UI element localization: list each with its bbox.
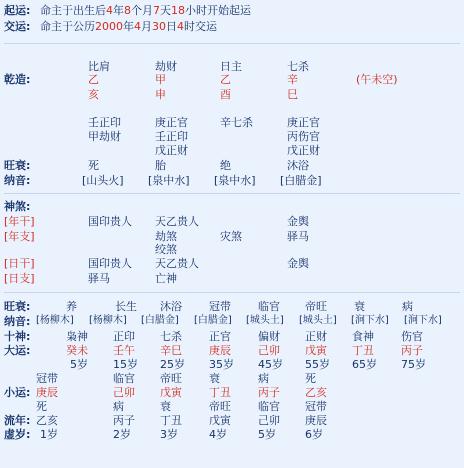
dayun-nayin: [涧下水] bbox=[404, 315, 442, 326]
dayun-pillar: 庚辰 bbox=[209, 344, 231, 357]
pillar-day-branch: 酉 bbox=[220, 88, 231, 101]
jiaoyun-day: 30 bbox=[152, 20, 166, 33]
dayun-age: 55岁 bbox=[305, 358, 330, 371]
liunian-pillar: 乙亥 bbox=[36, 414, 58, 427]
pillar-month-shishen: 劫财 bbox=[155, 60, 177, 73]
xiaoyun-ws: 帝旺 bbox=[160, 372, 182, 385]
dayun-shishen: 正印 bbox=[113, 330, 135, 343]
qiyun-part: 天 bbox=[160, 4, 171, 17]
shensha-item: 金舆 bbox=[287, 215, 309, 228]
shensha-item: 灾煞 bbox=[220, 230, 242, 243]
xusui-age: 4岁 bbox=[209, 428, 227, 441]
xiaoyun-ws: 临官 bbox=[258, 400, 280, 413]
xiaoyun-ws: 病 bbox=[113, 400, 124, 413]
dayun-pillar: 丙子 bbox=[401, 344, 423, 357]
qiyun-label: 起运: bbox=[4, 4, 31, 17]
hidden-stem: 戊正财 bbox=[287, 144, 320, 157]
xiaoyun-ws: 衰 bbox=[209, 372, 220, 385]
dayun-nayin: [城头土] bbox=[246, 315, 284, 326]
pillar-month-stem: 甲 bbox=[155, 73, 166, 86]
xiaoyun-ws: 病 bbox=[258, 372, 269, 385]
jiaoyun-label: 交运: bbox=[4, 20, 31, 33]
hidden-stem: 壬正印 bbox=[88, 116, 121, 129]
dayun-nayin: [杨柳木] bbox=[36, 315, 74, 326]
xusui-age: 2岁 bbox=[113, 428, 131, 441]
dayun-wangshuai: 帝旺 bbox=[305, 300, 327, 313]
dayun-shishen: 偏财 bbox=[258, 330, 280, 343]
dayun-shishen: 七杀 bbox=[160, 330, 182, 343]
qianzao-label: 乾造: bbox=[4, 73, 31, 86]
xusui-label: 虚岁: bbox=[4, 428, 31, 441]
shensha-tag: [年干] bbox=[4, 215, 35, 228]
xiaoyun-ws: 死 bbox=[36, 400, 47, 413]
dayun-wangshuai: 长生 bbox=[115, 300, 137, 313]
dayun-age: 75岁 bbox=[401, 358, 426, 371]
shensha-item: 绞煞 bbox=[155, 243, 177, 256]
liunian-pillar: 己卯 bbox=[258, 414, 280, 427]
dayun-pillar: 辛巳 bbox=[160, 344, 182, 357]
hidden-stem: 甲劫财 bbox=[88, 130, 121, 143]
dayun-shishen: 食神 bbox=[352, 330, 374, 343]
wangshuai-value: 死 bbox=[88, 159, 99, 172]
liunian-pillar: 戊寅 bbox=[209, 414, 231, 427]
dayun-shishen: 正财 bbox=[305, 330, 327, 343]
jiaoyun-year: 2000 bbox=[95, 20, 123, 33]
wangshuai-value: 胎 bbox=[155, 159, 166, 172]
xiaoyun-ws: 临官 bbox=[113, 372, 135, 385]
dayun-age: 35岁 bbox=[209, 358, 234, 371]
dayun-label: 大运: bbox=[4, 344, 31, 357]
dayun-nayin: [城头土] bbox=[299, 315, 337, 326]
qiyun-days: 7 bbox=[153, 4, 160, 17]
xiaoyun-ws: 冠带 bbox=[305, 400, 327, 413]
dayun-wangshuai: 沐浴 bbox=[160, 300, 182, 313]
xiaoyun-pillar: 庚辰 bbox=[36, 386, 58, 399]
dayun-shishen: 正官 bbox=[209, 330, 231, 343]
pillar-year-branch: 亥 bbox=[88, 88, 99, 101]
xusui-age: 3岁 bbox=[160, 428, 178, 441]
xiaoyun-ws: 冠带 bbox=[36, 372, 58, 385]
kongwang: (午未空) bbox=[356, 73, 398, 86]
xiaoyun-pillar: 己卯 bbox=[113, 386, 135, 399]
xiaoyun-pillar: 丙子 bbox=[258, 386, 280, 399]
nayin-value: [泉中水] bbox=[214, 174, 256, 187]
dayun-pillar: 戊寅 bbox=[305, 344, 327, 357]
pillar-year-stem: 乙 bbox=[88, 73, 99, 86]
dayun-wangshuai: 养 bbox=[66, 300, 77, 313]
wangshuai-value: 绝 bbox=[220, 159, 231, 172]
xiaoyun-label: 小运: bbox=[4, 386, 31, 399]
shensha-tag: [日支] bbox=[4, 272, 35, 285]
dayun-wangshuai: 衰 bbox=[354, 300, 365, 313]
shensha-tag: [日干] bbox=[4, 257, 35, 270]
dayun-shishen-label: 十神: bbox=[4, 330, 31, 343]
qiyun-hours: 18 bbox=[171, 4, 185, 17]
jiaoyun-month: 4 bbox=[134, 20, 141, 33]
shensha-tag: [年支] bbox=[4, 230, 35, 243]
nayin-value: [白腊金] bbox=[280, 174, 322, 187]
nayin-label: 纳音: bbox=[4, 174, 31, 187]
divider bbox=[4, 193, 460, 194]
dayun-wangshuai-label: 旺衰: bbox=[4, 300, 31, 313]
qiyun-part: 小时开始起运 bbox=[185, 4, 251, 17]
shensha-item: 金舆 bbox=[287, 257, 309, 270]
liunian-pillar: 丙子 bbox=[113, 414, 135, 427]
hidden-stem: 戊正财 bbox=[155, 144, 188, 157]
dayun-nayin: [涧下水] bbox=[351, 315, 389, 326]
jiaoyun-part: 月 bbox=[141, 20, 152, 33]
dayun-age: 15岁 bbox=[113, 358, 138, 371]
dayun-shishen: 伤官 bbox=[401, 330, 423, 343]
dayun-age: 65岁 bbox=[352, 358, 377, 371]
nayin-value: [山头火] bbox=[82, 174, 124, 187]
jiaoyun-part: 年 bbox=[123, 20, 134, 33]
qiyun-months: 8 bbox=[124, 4, 131, 17]
shensha-item: 天乙贵人 bbox=[155, 215, 199, 228]
liunian-pillar: 庚辰 bbox=[305, 414, 327, 427]
liunian-pillar: 丁丑 bbox=[160, 414, 182, 427]
pillar-day-shishen: 日主 bbox=[220, 60, 242, 73]
hidden-stem: 丙伤官 bbox=[287, 130, 320, 143]
shensha-item: 劫煞 bbox=[155, 230, 177, 243]
qiyun-part: 年 bbox=[113, 4, 124, 17]
dayun-shishen: 枭神 bbox=[66, 330, 88, 343]
pillar-day-stem: 乙 bbox=[220, 73, 231, 86]
jiaoyun-part: 命主于公历 bbox=[40, 20, 95, 33]
pillar-hour-branch: 巳 bbox=[287, 88, 298, 101]
xusui-age: 5岁 bbox=[258, 428, 276, 441]
qiyun-years: 4 bbox=[106, 4, 113, 17]
xusui-age: 6岁 bbox=[305, 428, 323, 441]
pillar-month-branch: 申 bbox=[155, 88, 166, 101]
divider bbox=[4, 43, 460, 44]
jiaoyun-text bbox=[40, 21, 217, 32]
shensha-item: 天乙贵人 bbox=[155, 257, 199, 270]
xiaoyun-ws: 帝旺 bbox=[209, 400, 231, 413]
shensha-item: 亡神 bbox=[155, 272, 177, 285]
hidden-stem: 壬正印 bbox=[155, 130, 188, 143]
dayun-nayin: [白腊金] bbox=[194, 315, 232, 326]
wangshuai-label: 旺衰: bbox=[4, 159, 31, 172]
pillar-hour-shishen: 七杀 bbox=[287, 60, 309, 73]
shensha-item: 国印贵人 bbox=[88, 215, 132, 228]
jiaoyun-hour: 4 bbox=[177, 20, 184, 33]
qiyun-part: 个月 bbox=[131, 4, 153, 17]
qiyun-text bbox=[40, 5, 251, 16]
dayun-wangshuai: 冠带 bbox=[209, 300, 231, 313]
hidden-stem: 辛七杀 bbox=[220, 116, 253, 129]
shensha-label: 神煞: bbox=[4, 200, 31, 213]
dayun-nayin: [杨柳木] bbox=[89, 315, 127, 326]
shensha-item: 驿马 bbox=[88, 272, 110, 285]
dayun-wangshuai: 临官 bbox=[258, 300, 280, 313]
dayun-age: 5岁 bbox=[70, 358, 88, 371]
hidden-stem: 庚正官 bbox=[155, 116, 188, 129]
hidden-stem: 庚正官 bbox=[287, 116, 320, 129]
dayun-pillar: 己卯 bbox=[258, 344, 280, 357]
qiyun-part: 命主于出生后 bbox=[40, 4, 106, 17]
liunian-label: 流年: bbox=[4, 414, 31, 427]
xiaoyun-pillar: 戊寅 bbox=[160, 386, 182, 399]
xiaoyun-pillar: 丁丑 bbox=[209, 386, 231, 399]
xusui-age: 1岁 bbox=[40, 428, 58, 441]
dayun-age: 45岁 bbox=[258, 358, 283, 371]
dayun-wangshuai: 病 bbox=[402, 300, 413, 313]
wangshuai-value: 沐浴 bbox=[287, 159, 309, 172]
dayun-pillar: 癸未 bbox=[66, 344, 88, 357]
divider bbox=[4, 292, 460, 293]
dayun-pillar: 丁丑 bbox=[352, 344, 374, 357]
xiaoyun-ws: 死 bbox=[305, 372, 316, 385]
dayun-age: 25岁 bbox=[160, 358, 185, 371]
nayin-value: [泉中水] bbox=[148, 174, 190, 187]
dayun-nayin: [白腊金] bbox=[141, 315, 179, 326]
shensha-item: 驿马 bbox=[287, 230, 309, 243]
dayun-nayin-label: 纳音: bbox=[4, 315, 31, 328]
xiaoyun-pillar: 乙亥 bbox=[305, 386, 327, 399]
xiaoyun-ws: 衰 bbox=[160, 400, 171, 413]
shensha-item: 国印贵人 bbox=[88, 257, 132, 270]
pillar-hour-stem: 辛 bbox=[287, 73, 298, 86]
jiaoyun-part: 日 bbox=[166, 20, 177, 33]
dayun-pillar: 壬午 bbox=[113, 344, 135, 357]
jiaoyun-part: 时交运 bbox=[184, 20, 217, 33]
pillar-year-shishen: 比肩 bbox=[88, 60, 110, 73]
